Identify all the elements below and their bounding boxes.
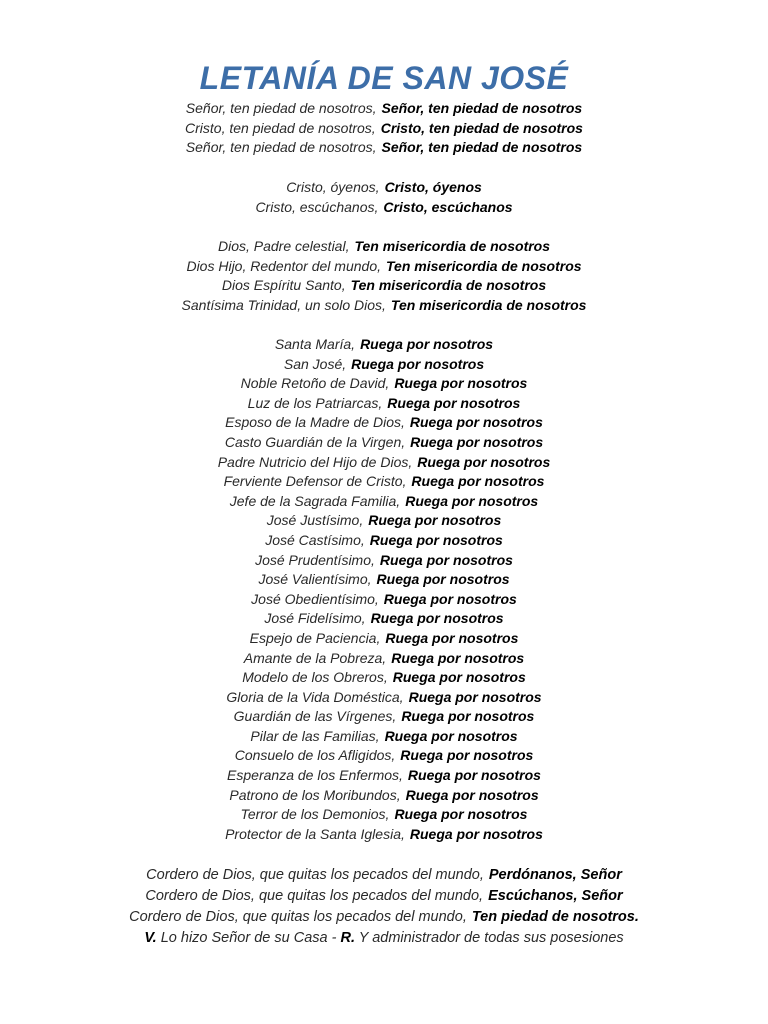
response-text: Ruega por nosotros xyxy=(405,492,539,509)
response-text: Ten misericordia de nosotros xyxy=(386,257,582,274)
invocation-text: Gloria de la Vida Doméstica, xyxy=(226,688,404,705)
versicle-text: Lo hizo Señor de su Casa - xyxy=(160,930,337,946)
invocation-text: José Obedientísimo, xyxy=(251,590,379,607)
invocation-text: San José, xyxy=(283,355,347,372)
litany-line xyxy=(0,865,768,886)
response-text: Ten misericordia de nosotros xyxy=(390,296,587,313)
invocation-text: Cordero de Dios, que quitas los pecados del mundo, xyxy=(145,888,484,904)
litany-line xyxy=(0,707,768,727)
invocation-text: Ferviente Defensor de Cristo, xyxy=(223,473,407,490)
litany-line xyxy=(0,688,768,708)
versicle-response xyxy=(0,928,768,949)
response-text: Escúchanos, Señor xyxy=(488,888,623,904)
response-text: Ruega por nosotros xyxy=(394,375,528,392)
litany-line xyxy=(0,825,768,845)
invocation-text: Terror de los Demonios, xyxy=(240,806,390,823)
invocation-text: Santa María, xyxy=(274,336,356,352)
invocation-text: José Fidelísimo, xyxy=(264,610,366,627)
response-text: Ruega por nosotros xyxy=(351,355,485,372)
invocation-text: Protector de la Santa Iglesia, xyxy=(225,825,405,842)
agnus-dei-section xyxy=(0,865,768,928)
response-text: Perdónanos, Señor xyxy=(488,867,622,883)
litany-line xyxy=(0,551,768,571)
litany-line xyxy=(0,727,768,747)
litany-line xyxy=(0,237,768,257)
response-text: Ruega por nosotros xyxy=(376,571,510,588)
litany-line xyxy=(0,178,768,198)
response-mark: R. xyxy=(340,930,355,946)
trinity-section xyxy=(0,237,768,315)
invocation-text: Cordero de Dios, que quitas los pecados del mundo, xyxy=(129,909,467,925)
versicle-line xyxy=(0,928,768,949)
invocation-text: Dios Espíritu Santo, xyxy=(221,277,346,294)
invocation-text: Esposo de la Madre de Dios, xyxy=(225,414,405,431)
invocation-text: Noble Retoño de David, xyxy=(240,375,390,392)
litany-line xyxy=(0,355,768,375)
invocation-text: Señor, ten piedad de nosotros, xyxy=(185,100,377,116)
invocation-text: Cristo, óyenos, xyxy=(286,179,380,195)
litany-line xyxy=(0,296,768,316)
invocation-text: Padre Nutricio del Hijo de Dios, xyxy=(217,453,413,470)
invocation-text: Cristo, escúchanos, xyxy=(255,198,379,215)
response-text: Ten misericordia de nosotros xyxy=(350,277,547,294)
invocation-text: Espejo de Paciencia, xyxy=(249,629,381,646)
response-text: Ten piedad de nosotros. xyxy=(471,909,639,925)
invocations-section xyxy=(0,335,768,844)
invocation-text: José Prudentísimo, xyxy=(255,551,375,568)
litany-line xyxy=(0,394,768,414)
response-text: Ruega por nosotros xyxy=(369,531,503,548)
litany-line xyxy=(0,119,768,139)
litany-line xyxy=(0,907,768,928)
response-text: Ruega por nosotros xyxy=(360,336,494,352)
response-text: Señor, ten piedad de nosotros xyxy=(381,100,583,116)
response-text: Y administrador de todas sus posesiones xyxy=(358,930,624,946)
invocation-text: Luz de los Patriarcas, xyxy=(247,394,383,411)
invocation-text: Casto Guardián de la Virgen, xyxy=(224,433,406,450)
response-text: Ruega por nosotros xyxy=(385,629,519,646)
litany-line xyxy=(0,786,768,806)
invocation-text: Patrono de los Moribundos, xyxy=(229,786,401,803)
litany-line xyxy=(0,276,768,296)
litany-line xyxy=(0,590,768,610)
litany-line xyxy=(0,629,768,649)
response-text: Ruega por nosotros xyxy=(401,708,535,725)
invocation-text: Santísima Trinidad, un solo Dios, xyxy=(181,296,386,313)
response-text: Ruega por nosotros xyxy=(370,610,504,627)
litany-line xyxy=(0,609,768,629)
invocation-text: Consuelo de los Afligidos, xyxy=(234,747,396,764)
litany-line xyxy=(0,805,768,825)
litany-line xyxy=(0,511,768,531)
litany-line xyxy=(0,413,768,433)
response-text: Ruega por nosotros xyxy=(391,649,525,666)
response-text: Cristo, ten piedad de nosotros xyxy=(380,119,583,136)
litany-line xyxy=(0,433,768,453)
response-text: Ruega por nosotros xyxy=(417,453,551,470)
response-text: Ruega por nosotros xyxy=(384,727,518,744)
response-text: Cristo, óyenos xyxy=(384,179,482,195)
invocation-text: Cordero de Dios, que quitas los pecados del mundo, xyxy=(146,867,484,883)
litany-line xyxy=(0,99,768,119)
invocation-text: José Justísimo, xyxy=(266,512,364,529)
invocation-text: Dios Hijo, Redentor del mundo, xyxy=(186,257,381,274)
christe-section xyxy=(0,178,768,217)
invocation-text: Dios, Padre celestial, xyxy=(217,238,350,254)
invocation-text: Esperanza de los Enfermos, xyxy=(227,767,403,784)
response-text: Ruega por nosotros xyxy=(407,767,541,784)
litany-line xyxy=(0,570,768,590)
litany-line xyxy=(0,472,768,492)
litany-line xyxy=(0,668,768,688)
litany-line xyxy=(0,886,768,907)
kyrie-section xyxy=(0,99,768,158)
response-text: Ten misericordia de nosotros xyxy=(354,238,551,254)
litany-line xyxy=(0,649,768,669)
response-text: Cristo, escúchanos xyxy=(383,198,513,215)
litany-line xyxy=(0,138,768,158)
response-text: Ruega por nosotros xyxy=(405,786,539,803)
response-text: Ruega por nosotros xyxy=(409,825,543,842)
versicle-mark: V. xyxy=(144,930,157,946)
response-text: Ruega por nosotros xyxy=(368,512,502,529)
invocation-text: Pilar de las Familias, xyxy=(250,727,380,744)
response-text: Ruega por nosotros xyxy=(409,414,543,431)
response-text: Ruega por nosotros xyxy=(410,433,544,450)
invocation-text: Amante de la Pobreza, xyxy=(243,649,387,666)
response-text: Señor, ten piedad de nosotros xyxy=(381,139,583,156)
response-text: Ruega por nosotros xyxy=(408,688,542,705)
invocation-text: Modelo de los Obreros, xyxy=(242,669,388,686)
litany-line xyxy=(0,335,768,355)
response-text: Ruega por nosotros xyxy=(394,806,528,823)
litany-line xyxy=(0,198,768,218)
litany-line xyxy=(0,492,768,512)
response-text: Ruega por nosotros xyxy=(387,394,521,411)
invocation-text: Jefe de la Sagrada Familia, xyxy=(229,492,401,509)
litany-line xyxy=(0,766,768,786)
invocation-text: José Castísimo, xyxy=(265,531,365,548)
invocation-text: José Valientísimo, xyxy=(258,571,372,588)
litany-line xyxy=(0,257,768,277)
invocation-text: Señor, ten piedad de nosotros, xyxy=(185,139,377,156)
response-text: Ruega por nosotros xyxy=(379,551,513,568)
invocation-text: Cristo, ten piedad de nosotros, xyxy=(185,119,376,136)
invocation-text: Guardián de las Vírgenes, xyxy=(233,708,397,725)
litany-line xyxy=(0,531,768,551)
response-text: Ruega por nosotros xyxy=(392,669,526,686)
response-text: Ruega por nosotros xyxy=(400,747,534,764)
response-text: Ruega por nosotros xyxy=(383,590,517,607)
litany-line xyxy=(0,453,768,473)
litany-line xyxy=(0,374,768,394)
response-text: Ruega por nosotros xyxy=(411,473,545,490)
page-title: LETANÍA DE SAN JOSÉ xyxy=(199,60,569,96)
litany-line xyxy=(0,746,768,766)
